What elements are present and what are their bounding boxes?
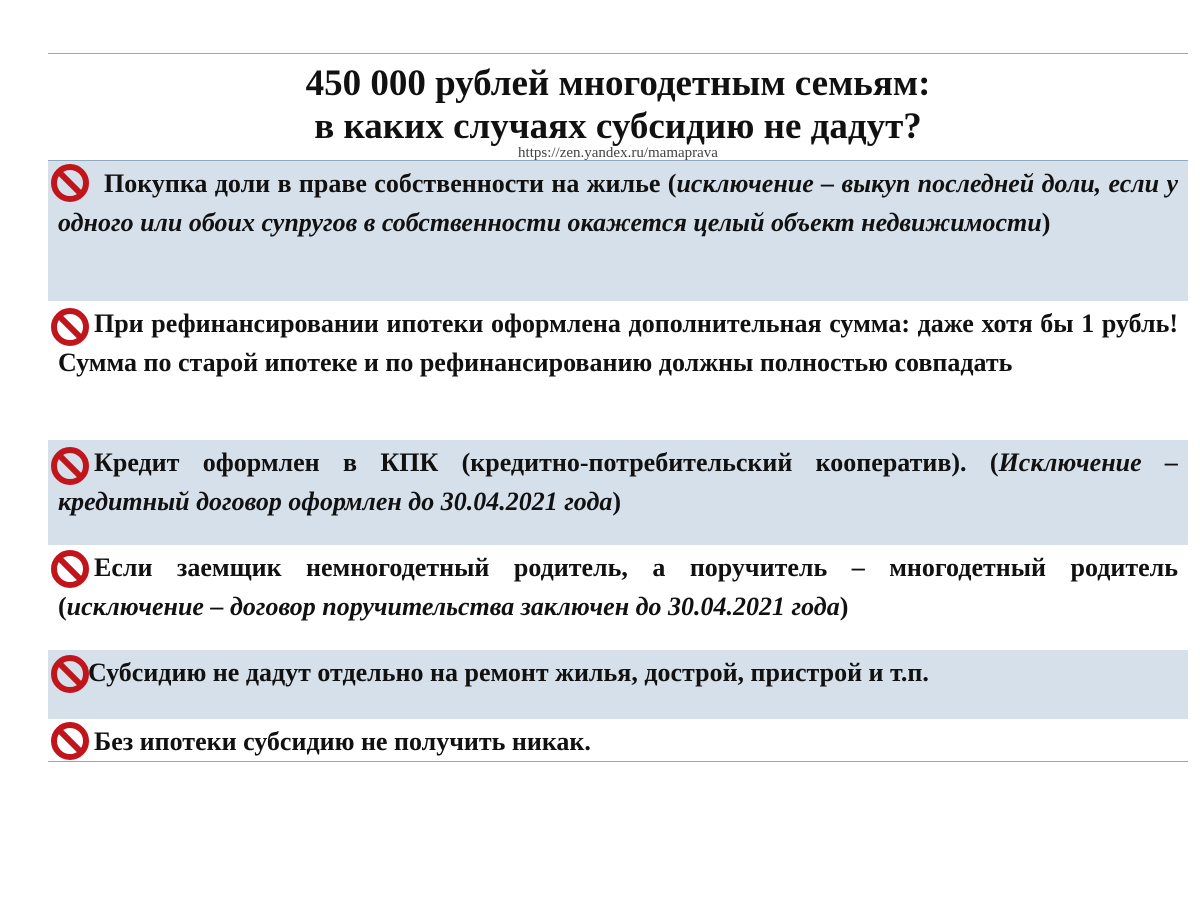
prohibition-sign-icon <box>50 721 90 761</box>
reason-text: Покупка доли в праве собственности на жилье ( <box>104 169 677 198</box>
title-line-2: в каких случаях субсидию не дадут? <box>314 106 922 147</box>
top-rule <box>48 53 1188 54</box>
reason-row-4 <box>48 545 1188 650</box>
reason-row-6 <box>48 719 1188 761</box>
title-line-1: 450 000 рублей многодетным семьям: <box>305 63 931 104</box>
reason-text: Субсидию не дадут отдельно на ремонт жилья, дострой, пристрой и т.п. <box>88 658 929 687</box>
reason-text-end: ) <box>1041 208 1051 237</box>
reason-exception: Исключение – кредитный договор оформлен до 30.04.2021 года <box>58 448 1178 516</box>
reason-exception: исключение – выкуп последней доли, если у одного или обоих супругов в собственности окажется целый объект недвижимости <box>58 169 1178 237</box>
reason-text-end: ) <box>612 487 622 516</box>
prohibition-sign-icon <box>50 654 90 694</box>
prohibition-sign-icon <box>50 163 90 203</box>
source-url: https://zen.yandex.ru/mamaprava <box>518 145 718 161</box>
reason-text: Кредит оформлен в КПК (кредитно-потребительский кооператив). ( <box>94 448 999 477</box>
reason-text: Если заемщик немногодетный родитель, а поручитель – многодетный родитель ( <box>58 553 1178 621</box>
reason-row-3 <box>48 440 1188 545</box>
prohibition-sign-icon <box>50 307 90 347</box>
reason-row-1 <box>48 161 1188 301</box>
reason-exception: исключение – договор поручительства заключен до 30.04.2021 года <box>66 592 840 621</box>
prohibition-sign-icon <box>50 446 90 486</box>
reasons-table <box>48 160 1188 762</box>
reason-text: При рефинансировании ипотеки оформлена дополнительная сумма: даже хотя бы 1 рубль! Сумма по старой ипотеке и по рефинансированию должны полностью совпадать <box>58 309 1178 377</box>
reason-row-5 <box>48 650 1188 719</box>
reason-text: Без ипотеки субсидию не получить никак. <box>94 727 591 756</box>
reason-row-2 <box>48 301 1188 440</box>
page-title <box>48 62 1188 148</box>
document-page <box>48 53 1188 762</box>
reason-text-end: ) <box>839 592 849 621</box>
prohibition-sign-icon <box>50 549 90 589</box>
